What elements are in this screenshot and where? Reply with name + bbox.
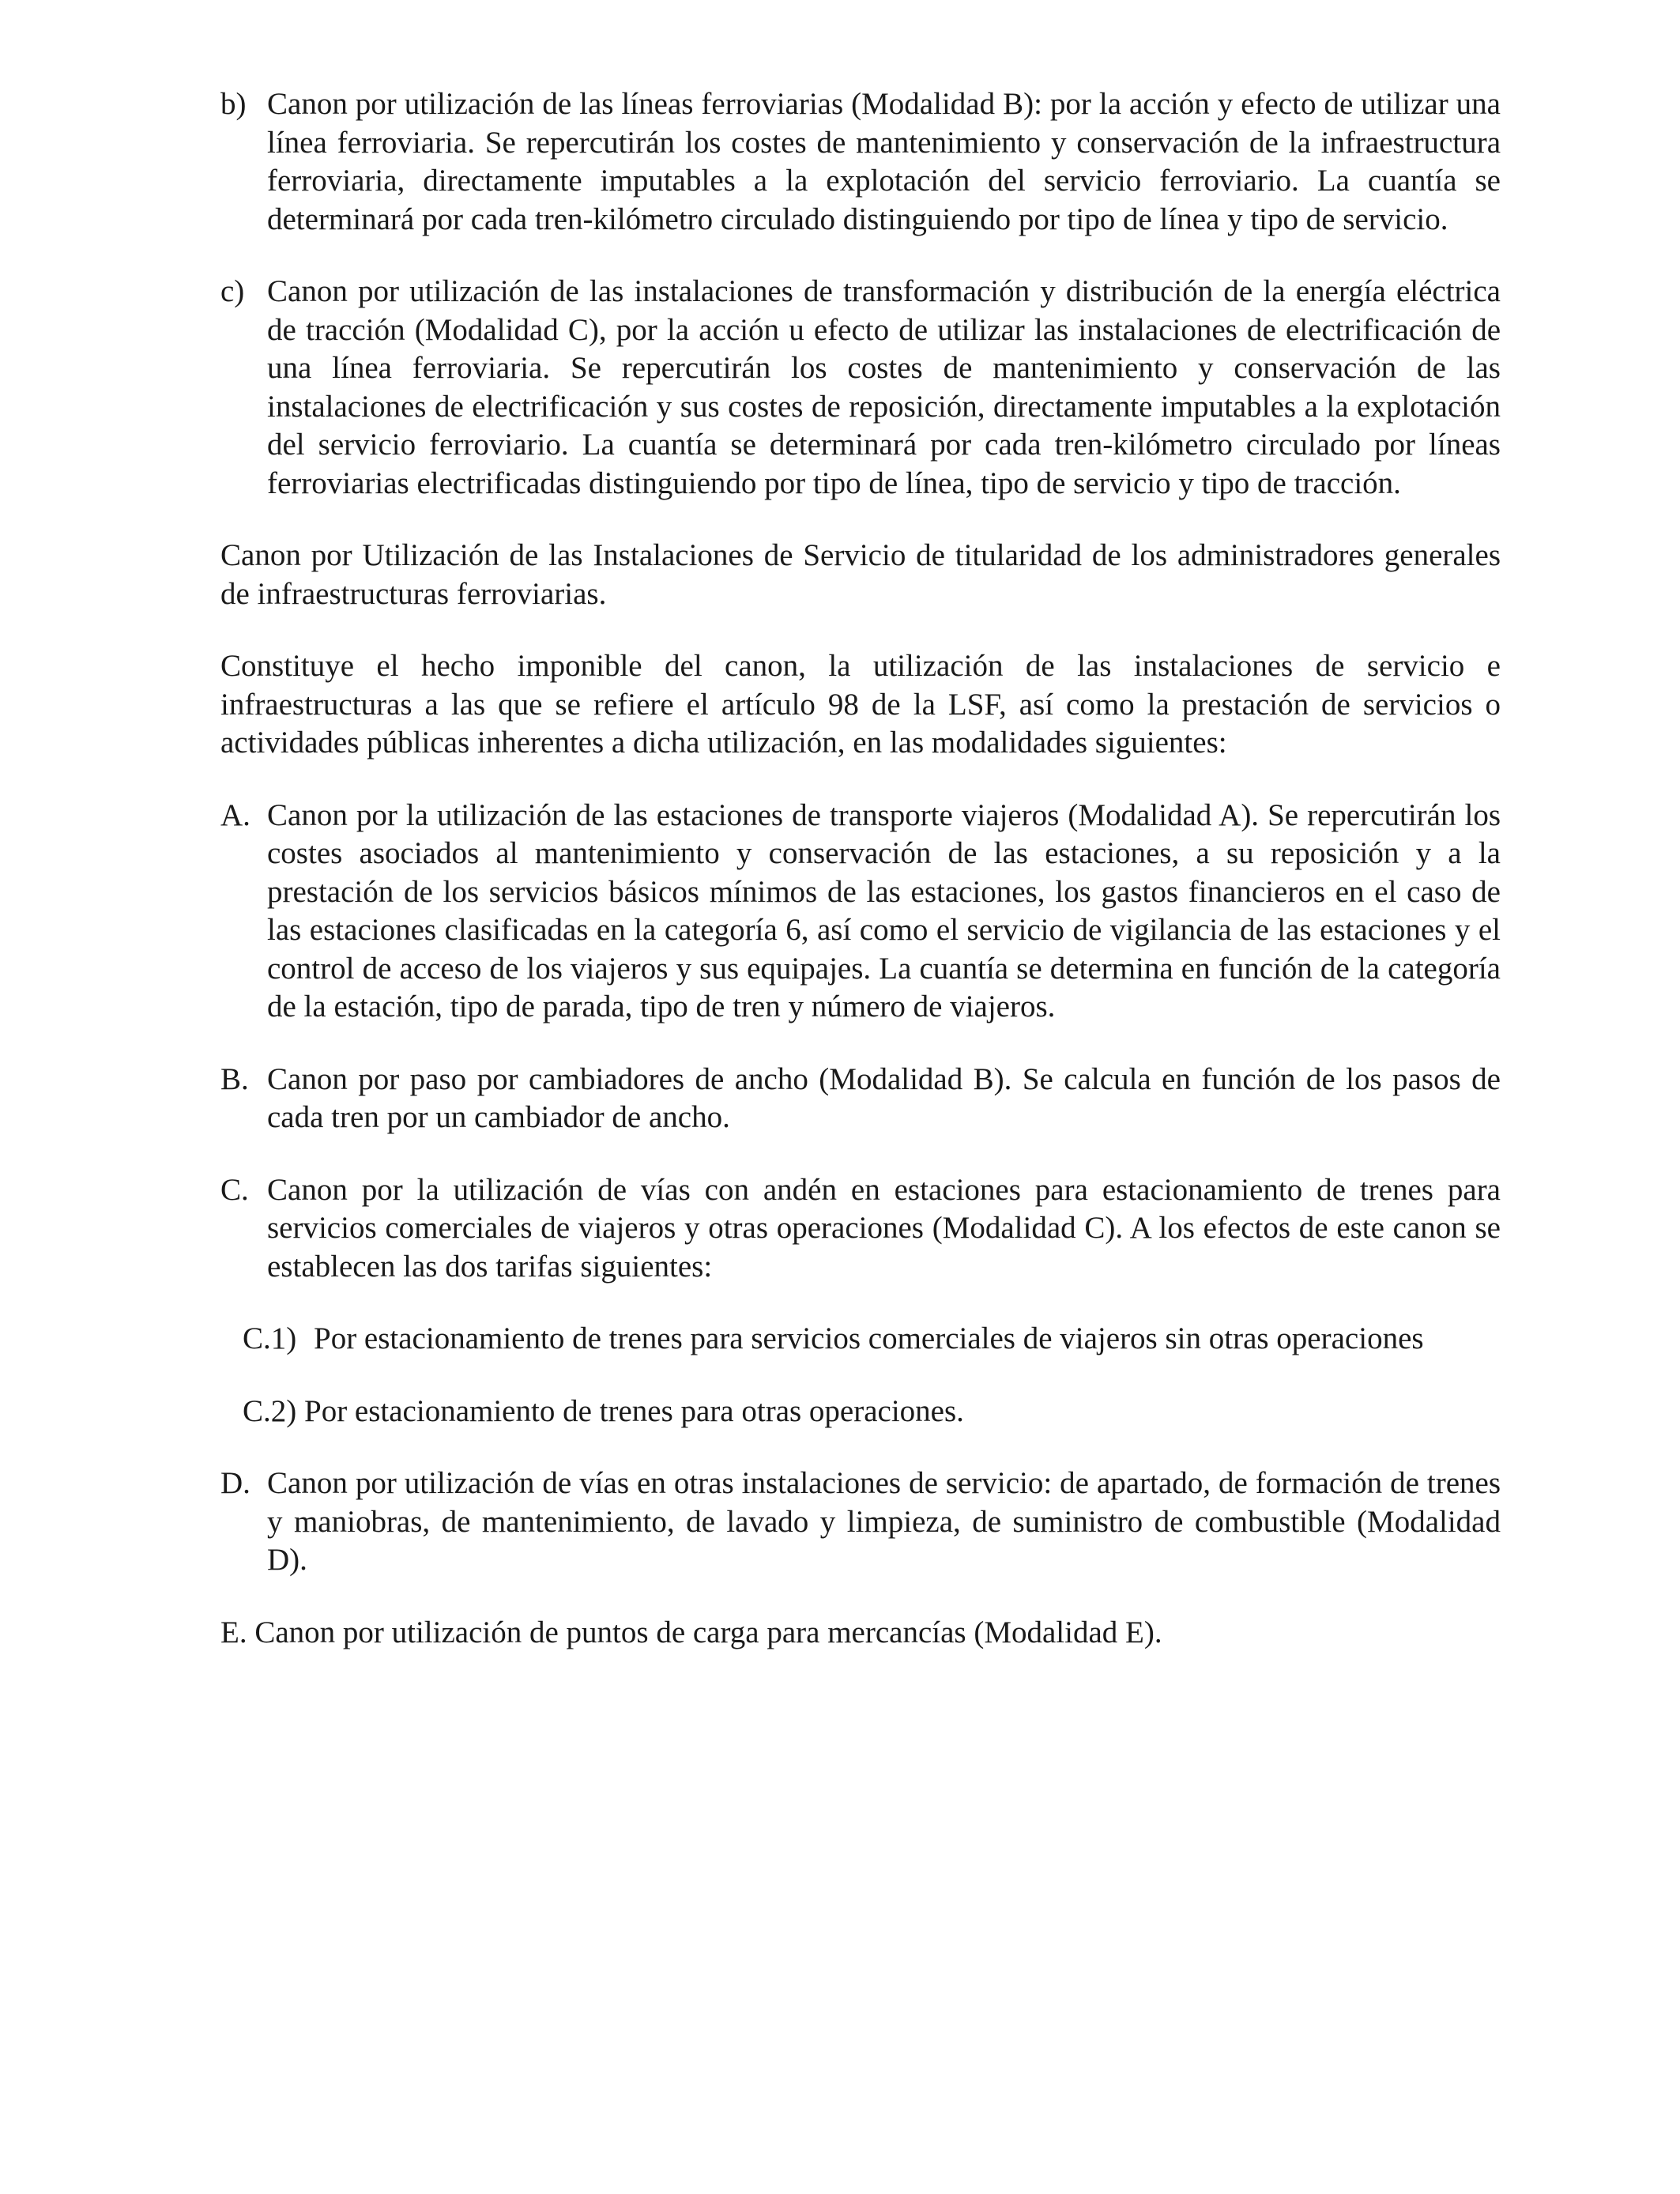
list-marker: C. <box>220 1172 249 1207</box>
list-item-B <box>220 1061 1501 1137</box>
list-item-c <box>220 273 1501 503</box>
sub-item-C1 <box>220 1320 1501 1359</box>
sub-item-text: C.2) Por estacionamiento de trenes para otras operaciones. <box>243 1393 964 1428</box>
list-item-text: Canon por utilización de vías en otras instalaciones de servicio: de apartado, de formación de trenes y maniobras, de mantenimiento, de lavado y limpieza, de suministro de combustible (Modalidad D). <box>267 1466 1501 1577</box>
document-page <box>220 85 1501 1686</box>
list-item-D <box>220 1465 1501 1580</box>
list-marker: b) <box>220 87 247 121</box>
list-marker: D. <box>220 1466 250 1500</box>
list-item-text: Canon por utilización de las líneas ferroviarias (Modalidad B): por la acción y efecto de utilizar una línea ferroviaria. Se repercutirán los costes de mantenimiento y conservación de la infraestructura ferroviaria, directamente imputables a la explotación del servicio ferroviario. La cuantía se determinará por cada tren-kilómetro circulado distinguiendo por tipo de línea y tipo de servicio. <box>267 87 1501 236</box>
list-item-A <box>220 797 1501 1027</box>
list-marker: B. <box>220 1061 249 1096</box>
list-item-text: Canon por paso por cambiadores de ancho (Modalidad B). Se calcula en función de los pasos de cada tren por un cambiador de ancho. <box>267 1061 1501 1134</box>
list-item-C <box>220 1171 1501 1287</box>
sub-item-text: Por estacionamiento de trenes para servicios comerciales de viajeros sin otras operaciones <box>314 1321 1424 1355</box>
sub-item-C2 <box>220 1393 1501 1431</box>
list-item-b <box>220 85 1501 239</box>
list-marker: c) <box>220 274 245 308</box>
list-item-text: Canon por la utilización de las estaciones de transporte viajeros (Modalidad A). Se repercutirán los costes asociados al mantenimiento y conservación de las estaciones, a su reposición y a la prestación de los servicios básicos mínimos de las estaciones, los gastos financieros en el caso de las estaciones clasificadas en la categoría 6, así como el servicio de vigilancia de las estaciones y el control de acceso de los viajeros y sus equipajes. La cuantía se determina en función de la categoría de la estación, tipo de parada, tipo de tren y número de viajeros. <box>267 797 1501 1023</box>
section-heading-paragraph: Canon por Utilización de las Instalaciones de Servicio de titularidad de los administradores generales de infraestructuras ferroviarias. <box>220 538 1501 611</box>
list-item-E: E. Canon por utilización de puntos de carga para mercancías (Modalidad E). <box>220 1615 1162 1649</box>
intro-paragraph: Constituye el hecho imponible del canon, la utilización de las instalaciones de servicio e infraestructuras a las que se refiere el artículo 98 de la LSF, así como la prestación de servicios o actividades públicas inherentes a dicha utilización, en las modalidades siguientes: <box>220 649 1501 760</box>
list-item-text: Canon por la utilización de vías con andén en estaciones para estacionamiento de trenes para servicios comerciales de viajeros y otras operaciones (Modalidad C). A los efectos de este canon se establecen las dos tarifas siguientes: <box>267 1172 1501 1284</box>
list-item-text: Canon por utilización de las instalaciones de transformación y distribución de la energía eléctrica de tracción (Modalidad C), por la acción u efecto de utilizar las instalaciones de electrificación de una línea ferroviaria. Se repercutirán los costes de mantenimiento y conservación de las instalaciones de electrificación y sus costes de reposición, directamente imputables a la explotación del servicio ferroviario. La cuantía se determinará por cada tren-kilómetro circulado por líneas ferroviarias electrificadas distinguiendo por tipo de línea, tipo de servicio y tipo de tracción. <box>267 274 1501 500</box>
sub-list-marker: C.1) <box>243 1321 297 1355</box>
list-marker: A. <box>220 797 250 832</box>
